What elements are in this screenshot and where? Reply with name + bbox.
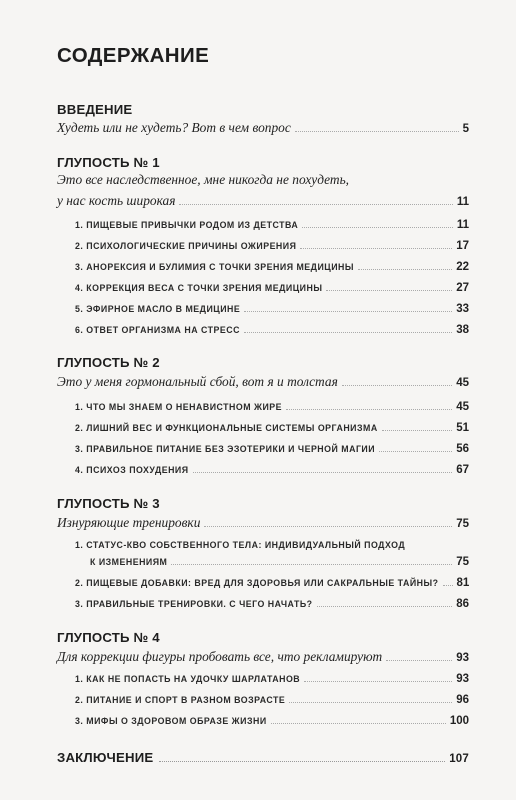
toc-entry[interactable] (75, 261, 469, 273)
dot-leader (386, 660, 452, 661)
toc-entry[interactable] (75, 715, 469, 727)
toc-entry[interactable] (75, 401, 469, 413)
toc-entry[interactable] (75, 324, 469, 336)
toc-entry-part3-main[interactable] (57, 515, 469, 531)
page-number: 93 (456, 652, 469, 664)
entry-title: 5. ЭФИРНОЕ МАСЛО В МЕДИЦИНЕ (75, 304, 241, 314)
entry-title: 1. ЧТО МЫ ЗНАЕМ О НЕНАВИСТНОМ ЖИРЕ (75, 402, 283, 412)
dot-leader (295, 131, 459, 132)
toc-entry[interactable] (75, 282, 469, 294)
entry-title: 2. ПИЩЕВЫЕ ДОБАВКИ: ВРЕД ДЛЯ ЗДОРОВЬЯ ИЛИ САКРАЛЬНЫЕ ТАЙНЫ? (75, 578, 439, 588)
page-number: 107 (449, 753, 469, 765)
page-number: 100 (449, 715, 469, 727)
dot-leader (358, 269, 452, 270)
page-number: 75 (456, 518, 469, 530)
page-number: 5 (462, 123, 469, 135)
section-heading-intro: ВВЕДЕНИЕ (57, 102, 133, 117)
dot-leader (443, 585, 453, 586)
toc-entry[interactable] (75, 240, 469, 252)
toc-entry[interactable] (75, 577, 469, 589)
entry-title: 3. ПРАВИЛЬНОЕ ПИТАНИЕ БЕЗ ЭЗОТЕРИКИ И ЧЕРНОЙ МАГИИ (75, 444, 376, 454)
entry-title: 3. ПРАВИЛЬНЫЕ ТРЕНИРОВКИ. С ЧЕГО НАЧАТЬ? (75, 599, 313, 609)
entry-title: 1. ПИЩЕВЫЕ ПРИВЫЧКИ РОДОМ ИЗ ДЕТСТВА (75, 220, 299, 230)
toc-entry[interactable] (90, 556, 469, 568)
page-number: 67 (456, 464, 469, 476)
entry-title: 6. ОТВЕТ ОРГАНИЗМА НА СТРЕСС (75, 325, 240, 335)
page-number: 56 (456, 443, 469, 455)
dot-leader (193, 472, 453, 473)
page-number: 45 (456, 377, 469, 389)
entry-title-line2: К ИЗМЕНЕНИЯМ (90, 557, 168, 567)
entry-title-line1: Это все наследственное, мне никогда не похудеть, (57, 172, 350, 187)
dot-leader (326, 290, 452, 291)
entry-title: 4. КОРРЕКЦИЯ ВЕСА С ТОЧКИ ЗРЕНИЯ МЕДИЦИНЫ (75, 283, 323, 293)
toc-entry-part4-main[interactable] (57, 649, 469, 665)
entry-title: 3. АНОРЕКСИЯ И БУЛИМИЯ С ТОЧКИ ЗРЕНИЯ МЕДИЦИНЫ (75, 262, 354, 272)
page-number: 33 (456, 303, 469, 315)
dot-leader (244, 311, 452, 312)
entry-title: 3. МИФЫ О ЗДОРОВОМ ОБРАЗЕ ЖИЗНИ (75, 716, 267, 726)
entry-title: Это у меня гормональный сбой, вот я и толстая (57, 374, 338, 389)
section-heading-part4: ГЛУПОСТЬ № 4 (57, 630, 160, 645)
page-number: 45 (456, 401, 469, 413)
toc-entry-intro[interactable] (57, 120, 469, 136)
toc-entry[interactable] (75, 219, 469, 231)
page-number: 96 (456, 694, 469, 706)
toc-entry[interactable] (75, 303, 469, 315)
toc-entry[interactable] (75, 598, 469, 610)
page-number: 93 (456, 673, 469, 685)
page-number: 86 (456, 598, 469, 610)
dot-leader (300, 248, 452, 249)
dot-leader (286, 409, 452, 410)
entry-title: 2. ЛИШНИЙ ВЕС И ФУНКЦИОНАЛЬНЫЕ СИСТЕМЫ ОРГАНИЗМА (75, 423, 378, 433)
toc-entry-part2-main[interactable] (57, 374, 469, 390)
dot-leader (382, 430, 453, 431)
dot-leader (159, 761, 445, 762)
toc-entry[interactable] (75, 422, 469, 434)
page-number: 11 (456, 196, 469, 208)
page-number: 27 (456, 282, 469, 294)
dot-leader (302, 227, 453, 228)
entry-title: Для коррекции фигуры пробовать все, что рекламируют (57, 649, 383, 664)
section-heading-part3: ГЛУПОСТЬ № 3 (57, 496, 160, 511)
dot-leader (179, 204, 452, 205)
toc-entry[interactable] (75, 694, 469, 706)
toc-entry-part1-main[interactable] (57, 193, 469, 209)
toc-entry-conclusion[interactable] (57, 750, 469, 765)
toc-entry[interactable] (75, 673, 469, 685)
page-number: 11 (456, 219, 469, 231)
dot-leader (289, 702, 452, 703)
entry-title: 4. ПСИХОЗ ПОХУДЕНИЯ (75, 465, 189, 475)
entry-title: Худеть или не худеть? Вот в чем вопрос (57, 120, 291, 135)
dot-leader (271, 723, 446, 724)
dot-leader (304, 681, 452, 682)
page-title: СОДЕРЖАНИЕ (57, 44, 210, 67)
entry-title-line2: у нас кость широкая (57, 193, 176, 208)
toc-entry[interactable] (75, 464, 469, 476)
entry-title-line1: 1. СТАТУС-КВО СОБСТВЕННОГО ТЕЛА: ИНДИВИДУАЛЬНЫЙ ПОДХОД (75, 540, 406, 550)
page-number: 38 (456, 324, 469, 336)
dot-leader (204, 526, 452, 527)
entry-title: 2. ПСИХОЛОГИЧЕСКИЕ ПРИЧИНЫ ОЖИРЕНИЯ (75, 241, 297, 251)
toc-page (57, 0, 469, 800)
page-number: 17 (456, 240, 469, 252)
page-number: 81 (456, 577, 470, 589)
section-heading-part1: ГЛУПОСТЬ № 1 (57, 155, 160, 170)
dot-leader (317, 606, 453, 607)
entry-title: 1. КАК НЕ ПОПАСТЬ НА УДОЧКУ ШАРЛАТАНОВ (75, 674, 301, 684)
section-heading-conclusion: ЗАКЛЮЧЕНИЕ (57, 750, 154, 765)
dot-leader (171, 564, 452, 565)
page-number: 75 (456, 556, 469, 568)
dot-leader (244, 332, 452, 333)
section-heading-part2: ГЛУПОСТЬ № 2 (57, 355, 160, 370)
dot-leader (342, 385, 452, 386)
toc-entry[interactable] (75, 443, 469, 455)
page-number: 22 (456, 261, 469, 273)
dot-leader (379, 451, 452, 452)
page-number: 51 (456, 422, 469, 434)
entry-title: Изнуряющие тренировки (57, 515, 201, 530)
entry-title: 2. ПИТАНИЕ И СПОРТ В РАЗНОМ ВОЗРАСТЕ (75, 695, 286, 705)
